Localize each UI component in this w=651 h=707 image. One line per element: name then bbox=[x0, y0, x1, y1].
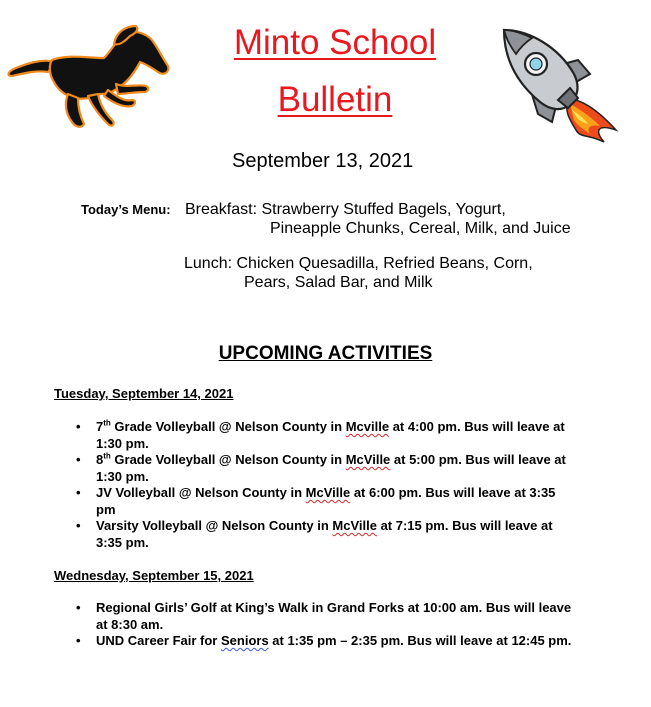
lunch-line-2: Pears, Salad Bar, and Milk bbox=[244, 274, 433, 291]
breakfast-line-2: Pineapple Chunks, Cereal, Milk, and Juice bbox=[270, 220, 571, 237]
menu-label: Today’s Menu: bbox=[81, 202, 171, 217]
upcoming-activities-heading: UPCOMING ACTIVITIES bbox=[218, 343, 433, 364]
list-item: • 8th Grade Volleyball @ Nelson County in McVille at 5:00 pm. Bus will leave at 1:30 pm. bbox=[76, 452, 576, 485]
bulletin-title-line-1: Minto School bbox=[233, 23, 437, 62]
bulletin-title-line-2: Bulletin bbox=[277, 80, 393, 119]
list-item: • Regional Girls’ Golf at King’s Walk in Grand Forks at 10:00 am. Bus will leave at 8:30 am. bbox=[76, 600, 576, 633]
list-item: • JV Volleyball @ Nelson County in McVille at 6:00 pm. Bus will leave at 3:35 pm bbox=[76, 485, 576, 518]
day-heading-tuesday: Tuesday, September 14, 2021 bbox=[54, 386, 234, 401]
bulletin-date: September 13, 2021 bbox=[232, 150, 414, 172]
breakfast-line-1: Breakfast: Strawberry Stuffed Bagels, Yogurt, bbox=[185, 201, 506, 218]
day-heading-wednesday: Wednesday, September 15, 2021 bbox=[54, 568, 254, 583]
lunch-line-1: Lunch: Chicken Quesadilla, Refried Beans, Corn, bbox=[184, 255, 533, 272]
list-item: • 7th Grade Volleyball @ Nelson County in Mcville at 4:00 pm. Bus will leave at 1:30 pm. bbox=[76, 419, 576, 452]
list-item: • Varsity Volleyball @ Nelson County in McVille at 7:15 pm. Bus will leave at 3:35 pm. bbox=[76, 518, 576, 551]
rocket-icon bbox=[498, 26, 620, 144]
tuesday-activity-list bbox=[76, 419, 576, 551]
mustang-horse-icon bbox=[4, 24, 172, 132]
wednesday-activity-list bbox=[76, 600, 576, 650]
list-item: • UND Career Fair for Seniors at 1:35 pm – 2:35 pm. Bus will leave at 12:45 pm. bbox=[76, 633, 576, 650]
